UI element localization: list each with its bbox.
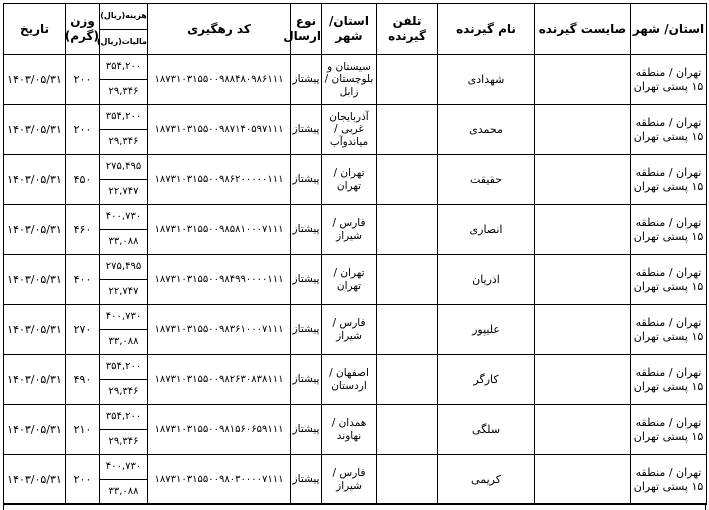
cell-sender-site (535, 205, 631, 255)
cell-recipient-name: علیپور (438, 305, 535, 355)
cell-sender-site (535, 55, 631, 105)
cell-tax: ۳۳,۰۸۸ (100, 330, 148, 355)
cell-send-type: پیشتاز (291, 405, 322, 455)
cell-date: ۱۴۰۳/۰۵/۳۱ (4, 355, 66, 405)
cell-origin-city: تهران / منطقه ۱۵ پستی تهران (631, 355, 707, 405)
cell-recipient-phone (377, 455, 438, 505)
cell-dest-city: اصفهان / اردستان (322, 355, 377, 405)
cell-tracking-code: ۱۸۷۳۱۰۳۱۵۵۰۰۹۸۸۴۸۰۹۸۶۱۱۱ (148, 55, 291, 105)
cell-sender-site (535, 405, 631, 455)
cell-sender-site (535, 155, 631, 205)
cell-recipient-phone (377, 205, 438, 255)
table-row (4, 305, 707, 330)
cell-send-type: پیشتاز (291, 55, 322, 105)
cell-tax: ۳۳,۰۸۸ (100, 230, 148, 255)
cell-dest-city: آذربایجان غربی / میاندوآب (322, 105, 377, 155)
cell-send-type: پیشتاز (291, 155, 322, 205)
table-row (4, 155, 707, 180)
cell-tracking-code: ۱۸۷۳۱۰۳۱۵۵۰۰۹۸۰۳۰۰۰۰۷۱۱۱ (148, 455, 291, 505)
cell-origin-city: تهران / منطقه ۱۵ پستی تهران (631, 405, 707, 455)
header-weight: وزن (گرم) (66, 4, 100, 55)
cell-tracking-code: ۱۸۷۳۱۰۳۱۵۵۰۰۹۸۲۶۳۰۸۳۸۱۱۱ (148, 355, 291, 405)
shipments-table (3, 3, 707, 505)
cell-origin-city: تهران / منطقه ۱۵ پستی تهران (631, 205, 707, 255)
cell-tax: ۲۹,۳۴۶ (100, 380, 148, 405)
cell-date: ۱۴۰۳/۰۵/۳۱ (4, 455, 66, 505)
cell-date: ۱۴۰۳/۰۵/۳۱ (4, 55, 66, 105)
cell-date: ۱۴۰۳/۰۵/۳۱ (4, 105, 66, 155)
cell-cost: ۲۷۵,۴۹۵ (100, 155, 148, 180)
table-row (4, 355, 707, 380)
cell-recipient-name: اذریان (438, 255, 535, 305)
cell-weight: ۴۵۰ (66, 155, 100, 205)
cell-send-type: پیشتاز (291, 255, 322, 305)
cell-date: ۱۴۰۳/۰۵/۳۱ (4, 155, 66, 205)
cell-recipient-name: حقیقت (438, 155, 535, 205)
cell-sender-site (535, 305, 631, 355)
cell-weight: ۲۰۰ (66, 455, 100, 505)
cell-cost: ۴۰۰,۷۳۰ (100, 205, 148, 230)
cell-recipient-phone (377, 255, 438, 305)
header-send-type: نوع ارسال (291, 4, 322, 55)
cell-tracking-code: ۱۸۷۳۱۰۳۱۵۵۰۰۹۸۶۲۰۰۰۰۰۱۱۱ (148, 155, 291, 205)
table-bottom-border (3, 503, 706, 504)
header-date: تاریخ (4, 4, 66, 55)
cell-tax: ۲۲,۷۴۷ (100, 180, 148, 205)
cell-send-type: پیشتاز (291, 105, 322, 155)
cell-tax: ۲۲,۷۴۷ (100, 280, 148, 305)
cell-dest-city: فارس / شیراز (322, 205, 377, 255)
cell-cost: ۳۵۴,۲۰۰ (100, 55, 148, 80)
cell-origin-city: تهران / منطقه ۱۵ پستی تهران (631, 55, 707, 105)
cell-date: ۱۴۰۳/۰۵/۳۱ (4, 305, 66, 355)
cell-send-type: پیشتاز (291, 305, 322, 355)
cell-origin-city: تهران / منطقه ۱۵ پستی تهران (631, 305, 707, 355)
cell-tax: ۲۹,۳۴۶ (100, 130, 148, 155)
cell-recipient-name: کریمی (438, 455, 535, 505)
cell-tracking-code: ۱۸۷۳۱۰۳۱۵۵۰۰۹۸۴۹۹۰۰۰۰۱۱۱ (148, 255, 291, 305)
cell-recipient-phone (377, 105, 438, 155)
cell-cost: ۳۵۴,۲۰۰ (100, 105, 148, 130)
cell-cost: ۴۰۰,۷۳۰ (100, 455, 148, 480)
table-right-border (705, 503, 706, 510)
table-row (4, 205, 707, 230)
cell-tracking-code: ۱۸۷۳۱۰۳۱۵۵۰۰۹۸۳۶۱۰۰۰۷۱۱۱ (148, 305, 291, 355)
cell-cost: ۲۷۵,۴۹۵ (100, 255, 148, 280)
header-recipient-phone: تلفن گیرنده (377, 4, 438, 55)
table-row (4, 455, 707, 480)
cell-cost: ۳۵۴,۲۰۰ (100, 355, 148, 380)
cell-recipient-name: سلگی (438, 405, 535, 455)
cell-sender-site (535, 455, 631, 505)
cell-recipient-phone (377, 55, 438, 105)
cell-recipient-phone (377, 405, 438, 455)
cell-recipient-phone (377, 155, 438, 205)
cell-weight: ۲۰۰ (66, 55, 100, 105)
cell-dest-city: تهران / تهران (322, 255, 377, 305)
cell-origin-city: تهران / منطقه ۱۵ پستی تهران (631, 155, 707, 205)
cell-weight: ۴۶۰ (66, 205, 100, 255)
cell-tax: ۲۹,۳۴۶ (100, 80, 148, 105)
cell-sender-site (535, 105, 631, 155)
table-row (4, 55, 707, 80)
table-row (4, 255, 707, 280)
cell-recipient-name: شهدادی (438, 55, 535, 105)
table-left-border (3, 503, 4, 510)
cell-date: ۱۴۰۳/۰۵/۳۱ (4, 405, 66, 455)
cell-dest-city: سیستان و بلوچستان / زابل (322, 55, 377, 105)
cell-tracking-code: ۱۸۷۳۱۰۳۱۵۵۰۰۹۸۷۱۴۰۵۹۷۱۱۱ (148, 105, 291, 155)
cell-recipient-phone (377, 305, 438, 355)
cell-recipient-name: انصاری (438, 205, 535, 255)
cell-origin-city: تهران / منطقه ۱۵ پستی تهران (631, 105, 707, 155)
cell-cost: ۳۵۴,۲۰۰ (100, 405, 148, 430)
cell-tax: ۲۹,۳۴۶ (100, 430, 148, 455)
cell-dest-city: فارس / شیراز (322, 455, 377, 505)
cell-dest-city: همدان / نهاوند (322, 405, 377, 455)
cell-recipient-phone (377, 355, 438, 405)
cell-tracking-code: ۱۸۷۳۱۰۳۱۵۵۰۰۹۸۱۵۶۰۶۵۹۱۱۱ (148, 405, 291, 455)
cell-dest-city: فارس / شیراز (322, 305, 377, 355)
cell-weight: ۴۹۰ (66, 355, 100, 405)
cell-date: ۱۴۰۳/۰۵/۳۱ (4, 255, 66, 305)
cell-sender-site (535, 355, 631, 405)
header-cost: هزینه(ریال) (100, 4, 148, 30)
cell-dest-city: تهران / تهران (322, 155, 377, 205)
cell-date: ۱۴۰۳/۰۵/۳۱ (4, 205, 66, 255)
header-tax: مالیات(ریال) (100, 29, 148, 55)
cell-weight: ۴۰۰ (66, 255, 100, 305)
table-row (4, 405, 707, 430)
cell-send-type: پیشتاز (291, 205, 322, 255)
cell-sender-site (535, 255, 631, 305)
cell-cost: ۴۰۰,۷۳۰ (100, 305, 148, 330)
header-tracking-code: کد رهگیری (148, 4, 291, 55)
header-origin-city: استان/ شهر (631, 4, 707, 55)
cell-tracking-code: ۱۸۷۳۱۰۳۱۵۵۰۰۹۸۵۸۱۰۰۰۷۱۱۱ (148, 205, 291, 255)
cell-recipient-name: کارگر (438, 355, 535, 405)
header-sender-site: صایست گیرنده (535, 4, 631, 55)
cell-send-type: پیشتاز (291, 455, 322, 505)
header-row (4, 4, 707, 30)
cell-send-type: پیشتاز (291, 355, 322, 405)
cell-weight: ۲۷۰ (66, 305, 100, 355)
cell-origin-city: تهران / منطقه ۱۵ پستی تهران (631, 455, 707, 505)
cell-recipient-name: محمدی (438, 105, 535, 155)
cell-weight: ۲۱۰ (66, 405, 100, 455)
cell-origin-city: تهران / منطقه ۱۵ پستی تهران (631, 255, 707, 305)
table-row (4, 105, 707, 130)
cell-weight: ۲۰۰ (66, 105, 100, 155)
cell-tax: ۳۳,۰۸۸ (100, 480, 148, 505)
header-dest-city: استان/ شهر (322, 4, 377, 55)
header-recipient-name: نام گیرنده (438, 4, 535, 55)
